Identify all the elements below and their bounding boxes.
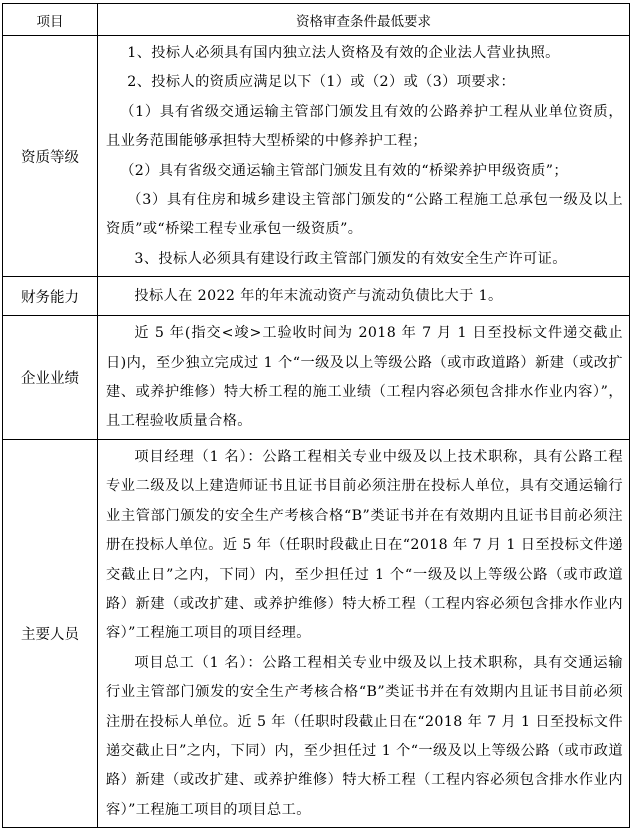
row-label-personnel: 主要人员 xyxy=(3,439,98,827)
performance-para-1: 近 5 年(指交<竣>工验收时间为 2018 年 7 月 1 日至投标文件递交截止日)内，至少独立完成过 1 个“一级及以上等级公路（或市政道路）新建（或改扩建、或养护维修）特大桥工程的施工业绩（工程内容必须包含排水作业内容）”，且工程验收质量合格。 xyxy=(106,325,623,430)
row-label-finance: 财务能力 xyxy=(3,277,98,316)
row-content-qualification xyxy=(98,36,630,277)
qualification-para-5: （3）具有住房和城乡建设主管部门颁发的“公路工程施工总承包一级及以上资质”或“桥梁工程专业承包一级资质”。 xyxy=(106,192,623,238)
personnel-para-2: 项目总工（1 名）：公路工程相关专业中级及以上技术职称，具有交通运输行业主管部门颁发的安全生产考核合格“B”类证书并在有效期内且证书目前必须注册在投标人单位。近 5 年（任职时段截止日在“2018 年 7 月 1 日至投标文件递交截止日”之内，下同）内，至少担任过 1 个“一级及以上等级公路（或市政道路）新建（或改扩建、或养护维修）特大桥工程（工程内容必须包含排水作业内容）”工程施工项目的项目总工。 xyxy=(106,654,623,818)
finance-para-1: 投标人在 2022 年的年末流动资产与流动负债比大于 1。 xyxy=(134,288,503,305)
row-content-performance xyxy=(98,316,630,440)
header-item: 项目 xyxy=(3,4,98,36)
qualification-para-3: （1）具有省级交通运输主管部门颁发且有效的公路养护工程从业单位资质，且业务范围能够承担特大型桥梁的中修养护工程； xyxy=(106,103,623,150)
header-requirement: 资格审查条件最低要求 xyxy=(98,4,630,36)
row-performance xyxy=(3,316,630,440)
row-label-performance: 企业业绩 xyxy=(3,316,98,440)
qualification-para-1: 1、投标人必须具有国内独立法人资格及有效的企业法人营业执照。 xyxy=(127,45,560,61)
row-content-personnel xyxy=(98,439,630,827)
qualification-para-6: 3、投标人必须具有建设行政主管部门颁发的有效安全生产许可证。 xyxy=(134,250,567,267)
header-row xyxy=(3,4,630,36)
row-qualification xyxy=(3,36,630,277)
personnel-para-1: 项目经理（1 名）：公路工程相关专业中级及以上技术职称，具有公路工程专业二级及以上建造师证书且证书目前必须注册在投标人单位，具有交通运输行业主管部门颁发的安全生产考核合格“B”类证书并在有效期内且证书目前必须注册在投标人单位。近 5 年（任职时段截止日在“2018 年 7 月 1 日至投标文件递交截止日”之内，下同）内，至少担任过 1 个“一级及以上等级公路（或市政道路）新建（或改扩建、或养护维修）特大桥工程（工程内容必须包含排水作业内容）”工程施工项目的项目经理。 xyxy=(106,448,623,642)
qualification-para-2: 2、投标人的资质应满足以下（1）或（2）或（3）项要求： xyxy=(127,74,516,91)
row-content-finance xyxy=(98,277,630,316)
qualification-para-4: （2）具有省级交通运输主管部门颁发且有效的“桥梁养护甲级资质”； xyxy=(120,162,568,179)
row-label-qualification: 资质等级 xyxy=(3,36,98,277)
qualification-table xyxy=(2,3,630,828)
row-finance xyxy=(3,277,630,316)
row-personnel xyxy=(3,439,630,827)
